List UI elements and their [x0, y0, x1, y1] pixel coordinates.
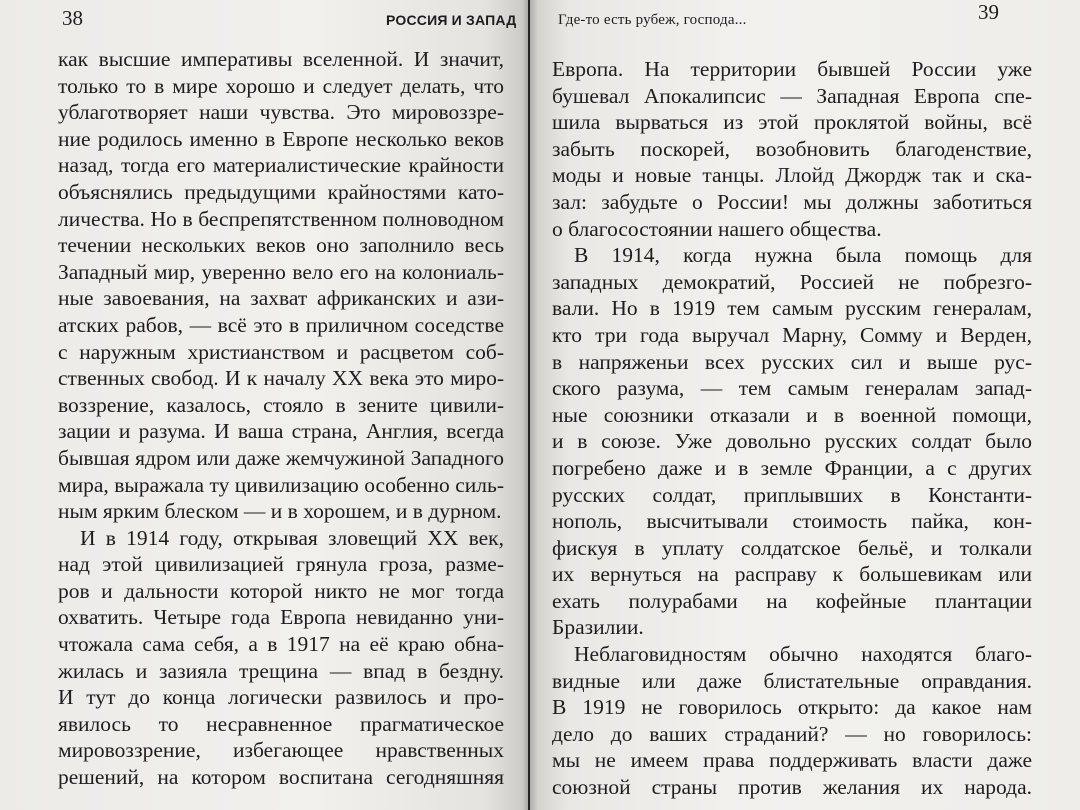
running-head-right: Где-то есть рубеж, господа...: [558, 12, 747, 28]
text-line: ным ярким блеском — и в хорошем, и в дурном.: [58, 499, 502, 524]
text-line: ственных свобод. И к началу XX века это миро-: [58, 366, 504, 391]
text-line: их вернуться на расправу к большевикам или: [552, 562, 1032, 587]
text-line: дело до ваших страданий? — но говорилось:: [552, 721, 1032, 746]
text-line: Европа. На территории бывшей России уже: [552, 57, 1032, 81]
text-line: погребено даже и в земле Франции, а с других: [552, 455, 1032, 480]
right-page: [530, 0, 1080, 810]
text-line: атских рабов, — всё это в приличном соседстве: [58, 312, 504, 337]
text-line: мировоззрение, избегающее нравственных: [58, 738, 504, 763]
text-line: И тут до конца логически развилось и про-: [58, 685, 504, 710]
text-line: зал: забудьте о России! мы должны заботиться: [552, 189, 1032, 214]
left-page-text: [58, 46, 504, 791]
text-line: забыть поскорей, возобновить благоденствие,: [552, 136, 1032, 161]
text-line: только то в мире хорошо и следует делать, что: [58, 73, 504, 98]
text-line: воззрение, казалось, стояло в зените цивили-: [58, 392, 504, 417]
text-line: объяснялись предыдущими крайностями като-: [58, 179, 504, 204]
text-line: жилась и зазияла трещина — впад в бездну.: [58, 658, 504, 683]
text-line: моды и новые танцы. Ллойд Джордж так и ска-: [552, 163, 1032, 188]
text-line: чтожала сама себя, а в 1917 на её краю обна-: [58, 632, 504, 657]
right-page-text: [552, 56, 1032, 801]
text-line: шила вырваться из этой проклятой войны, всё: [552, 110, 1032, 135]
page-number-left: 38: [62, 6, 83, 30]
text-line: бушевал Апокалипсис — Западная Европа спе-: [552, 83, 1032, 108]
text-line: ние родилось именно в Европе несколько веков: [58, 126, 504, 151]
text-line: течении нескольких веков оно заполнило весь: [58, 233, 504, 258]
text-line: кто три года выручал Марну, Сомму и Верден,: [552, 322, 1032, 347]
text-line: В 1919 не говорилось открыто: да какое нам: [552, 695, 1032, 720]
text-line: мы не имеем права поддерживать власти даже: [552, 748, 1032, 773]
text-line: союзной страны против желания их народа.: [552, 775, 1032, 800]
text-line: Западный мир, уверенно вело его на колониаль-: [58, 259, 504, 284]
running-head-left: РОССИЯ И ЗАПАД: [386, 12, 517, 28]
text-line: В 1914, когда нужна была помощь для: [574, 243, 1032, 268]
text-line: над этой цивилизацией грянула гроза, разме-: [58, 552, 504, 577]
text-line: с наружным христианством и расцветом соб-: [58, 339, 504, 364]
text-line: видные или даже блистательные оправдания.: [552, 668, 1032, 693]
page-number-right: 39: [978, 0, 999, 24]
left-page: [0, 0, 528, 810]
text-line: ехать полурабами на кофейные плантации: [552, 588, 1032, 613]
text-line: Неблаговидностям обычно находятся благо-: [574, 642, 1032, 667]
text-line: русских солдат, приплывших в Константи-: [552, 482, 1032, 507]
text-line: в напряженьи всех русских сил и выше рус-: [552, 349, 1032, 374]
text-line: решений, на котором воспитана сегодняшняя: [58, 765, 504, 790]
text-line: и в союзе. Уже довольно русских солдат было: [552, 429, 1032, 454]
text-line: нополь, высчитывали стоимость пайка, кон-: [552, 509, 1032, 534]
text-line: ные завоевания, на захват африканских и ази-: [58, 286, 504, 311]
text-line: Бразилии.: [552, 615, 644, 640]
text-line: ублаготворяет наши чувства. Это мировоззре-: [58, 100, 504, 125]
text-line: фискуя в уплату солдатское бельё, и толкали: [552, 535, 1032, 560]
text-line: ров и дальности которой никто не мог тогда: [58, 578, 504, 603]
text-line: ные союзники отказали и в военной помощи,: [552, 402, 1032, 427]
text-line: как высшие императивы вселенной. И значит,: [58, 47, 504, 71]
text-line: бывшая ядром или даже жемчужиной Западного: [58, 445, 504, 470]
text-line: назад, тогда его материалистические крайности: [58, 153, 504, 178]
text-line: явилось то несравненное прагматическое: [58, 711, 504, 736]
text-line: охватить. Четыре года Европа невиданно уни-: [58, 605, 504, 630]
text-line: вали. Но в 1919 тем самым русским генералам,: [552, 296, 1032, 321]
text-line: зации и разума. И ваша страна, Англия, всегда: [58, 419, 504, 444]
text-line: ского разума, — тем самым генералам запад-: [552, 376, 1032, 401]
text-line: мира, выражала ту цивилизацию особенно силь-: [58, 472, 504, 497]
text-line: И в 1914 году, открывая зловещий XX век,: [80, 525, 504, 550]
text-line: западных демократий, Россией не побрезго-: [552, 269, 1032, 294]
text-line: о благосостоянии нашего общества.: [552, 216, 882, 241]
text-line: личества. Но в беспрепятственном полноводном: [58, 206, 504, 231]
